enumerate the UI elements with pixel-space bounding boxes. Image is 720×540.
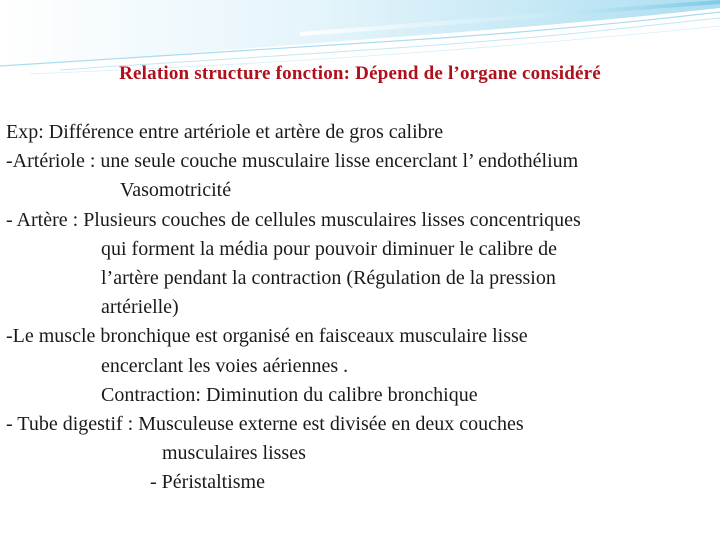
body-line-tube-digestif: - Tube digestif : Musculeuse externe est divisée en deux couches (6, 412, 524, 435)
body-line-artere: - Artère : Plusieurs couches de cellules musculaires lisses concentriques (6, 208, 581, 231)
header-wave-decoration (0, 0, 720, 100)
body-line-bronchique-cont-2: Contraction: Diminution du calibre bronchique (101, 383, 478, 406)
body-line-peristaltisme: - Péristaltisme (150, 471, 265, 494)
body-line-example: Exp: Différence entre artériole et artère de gros calibre (6, 121, 444, 143)
body-line-arteriole: -Artériole : une seule couche musculaire lisse encerclant l’ endothélium (6, 150, 579, 173)
body-line-artere-cont-1: qui forment la média pour pouvoir diminuer le calibre de (101, 237, 557, 260)
body-line-bronchique-cont-1: encerclant les voies aériennes . (101, 354, 349, 377)
body-line-artere-cont-3: artérielle) (101, 296, 179, 319)
slide-title: Relation structure fonction: Dépend de l’organe considéré (119, 63, 601, 84)
slide-body (6, 118, 716, 497)
body-line-vasomotricite: Vasomotricité (120, 179, 232, 202)
body-line-bronchique: -Le muscle bronchique est organisé en faisceaux musculaire lisse (6, 325, 528, 348)
body-line-artere-cont-2: l’artère pendant la contraction (Régulation de la pression (101, 266, 556, 289)
body-line-tube-digestif-cont: musculaires lisses (162, 442, 306, 465)
